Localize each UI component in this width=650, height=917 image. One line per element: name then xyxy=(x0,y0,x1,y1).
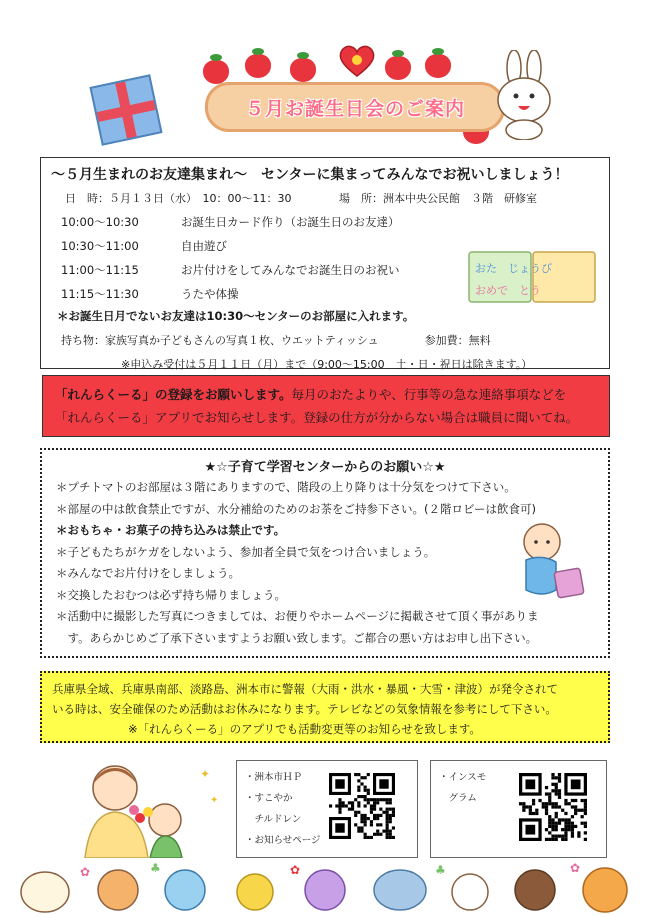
fee-text: 参加費：無料 xyxy=(424,334,491,347)
requests-box xyxy=(40,448,610,658)
renraku-text-2: 「れんらくーる」アプリでお知らせします。登録の仕方が分からない場合は職員に聞いてね。 xyxy=(55,410,579,425)
renraku-notice xyxy=(42,375,610,437)
qr-code-icon[interactable] xyxy=(329,773,395,839)
svg-text:♣: ♣ xyxy=(150,861,161,875)
date-place-row xyxy=(51,190,599,206)
date-text: 日 時：５月１３日（水） 10：00～11：30 xyxy=(65,192,292,205)
schedule-activity: お誕生日カード作り（お誕生日のお友達） xyxy=(181,215,400,229)
warning-line: いる時は、安全確保のため活動はお休みになります。テレビなどの気象情報を参考にして下さい。 xyxy=(52,702,557,716)
qr-code-icon[interactable] xyxy=(519,773,587,841)
weather-warning-box xyxy=(40,671,610,743)
schedule-time: 11:15～11:30 xyxy=(61,287,139,301)
strawberry-icon xyxy=(290,58,316,82)
request-item: ＊プチトマトのお部屋は３階にありますので、階段の上り降りは十分気をつけて下さい。 xyxy=(56,480,516,494)
bunny-icon xyxy=(490,50,560,140)
request-item: ＊子どもたちがケガをしないよう、参加者全員で気をつけ合いましょう。 xyxy=(56,544,436,559)
birthday-book-icon xyxy=(467,248,597,306)
event-info-box xyxy=(40,157,610,369)
request-item: ＊交換したおむつは必ず持ち帰りましょう。 xyxy=(56,587,286,602)
svg-text:✿: ✿ xyxy=(290,863,301,877)
book-text-bottom: おめで とう xyxy=(475,284,541,297)
qr-label: ・お知らせページ xyxy=(245,835,321,846)
strawberry-icon xyxy=(385,56,411,80)
schedule-activity: お片付けをしてみんなでお誕生日のお祝い xyxy=(181,263,400,277)
strawberry-icon xyxy=(203,60,229,84)
requests-title: ★☆子育て学習センターからのお願い☆★ xyxy=(204,460,446,475)
svg-text:✿: ✿ xyxy=(80,865,91,879)
entry-note: ＊お誕生日月でないお友達は10:30～センターのお部屋に入れます。 xyxy=(57,309,415,323)
schedule-time: 10:30～11:00 xyxy=(61,239,139,253)
info-heading: ～５月生まれのお友達集まれ～ センターに集まってみんなでお祝いしましょう！ xyxy=(51,167,569,183)
cake-band xyxy=(205,82,505,132)
schedule-row xyxy=(61,214,599,230)
header-illustration xyxy=(95,40,570,155)
strawberry-icon xyxy=(245,54,271,78)
qr-label: ・洲本市ＨＰ xyxy=(245,772,303,783)
baby-with-toy-icon xyxy=(516,520,586,605)
request-item: ＊おもちゃ・お菓子の持ち込みは禁止です。 xyxy=(56,523,286,537)
renraku-text-1: 毎月のおたよりや、行事等の急な連絡事項などを xyxy=(291,387,567,402)
items-text: 持ち物：家族写真か子どもさんの写真１枚、ウエットティッシュ xyxy=(61,334,379,347)
svg-text:✿: ✿ xyxy=(570,861,581,875)
page-title: ５月お誕生日会のご案内 xyxy=(244,97,465,120)
qr-labels-city xyxy=(245,767,321,851)
svg-text:✦: ✦ xyxy=(210,795,219,806)
qr-label: ・すこやか xyxy=(245,793,293,804)
qr-label: グラム xyxy=(439,793,477,804)
warning-line: 兵庫県全域、兵庫県南部、淡路島、洲本市に警報（大雨・洪水・暴風・大雪・津波）が発令されて xyxy=(52,682,558,696)
items-fee-row xyxy=(61,332,599,348)
qr-box-instagram xyxy=(430,760,607,858)
mother-child-flowers-icon xyxy=(60,758,235,858)
qr-labels-instagram xyxy=(439,767,486,809)
qr-label: チルドレン xyxy=(245,814,302,825)
strawberry-icon xyxy=(425,54,451,78)
svg-text:♣: ♣ xyxy=(435,863,446,877)
deadline-text: ※申込み受付は５月１１日（月）まで（9:00～15:00 土・日・祝日は除きます。） xyxy=(121,358,533,371)
schedule-activity: 自由遊び xyxy=(181,239,227,253)
book-text-top: おた じょうび xyxy=(475,262,552,275)
qr-box-city xyxy=(236,760,418,858)
request-item: ＊部屋の中は飲食禁止ですが、水分補給のためのお茶をご持参下さい。(２階ロビーは飲食可) xyxy=(56,501,537,516)
gift-box-icon xyxy=(89,74,162,146)
request-item: ＊活動中に撮影した写真につきましては、お便りやホームページに掲載させて頂く事がありま xyxy=(56,609,539,623)
schedule-time: 10:00～10:30 xyxy=(61,215,139,229)
renraku-bold: 「れんらくーる」の登録をお願いします。 xyxy=(55,387,292,402)
schedule-time: 11:00～11:15 xyxy=(61,263,139,277)
qr-label: ・インスモ xyxy=(439,772,487,783)
heart-icon xyxy=(337,44,377,78)
request-item: ＊みんなでお片付けをしましょう。 xyxy=(56,566,240,580)
animal-characters-border xyxy=(10,856,640,914)
schedule-activity: うたや体操 xyxy=(181,287,239,301)
request-item: す。あらかじめご了承下さいますようお願い致します。ご都合の悪い方はお申し出下さい。 xyxy=(56,630,538,645)
warning-note: ※「れんらくーる」のアプリでも活動変更等のお知らせを致します。 xyxy=(128,722,481,736)
svg-text:✦: ✦ xyxy=(200,767,211,781)
place-text: 場 所：洲本中央公民館 ３階 研修室 xyxy=(339,192,537,205)
